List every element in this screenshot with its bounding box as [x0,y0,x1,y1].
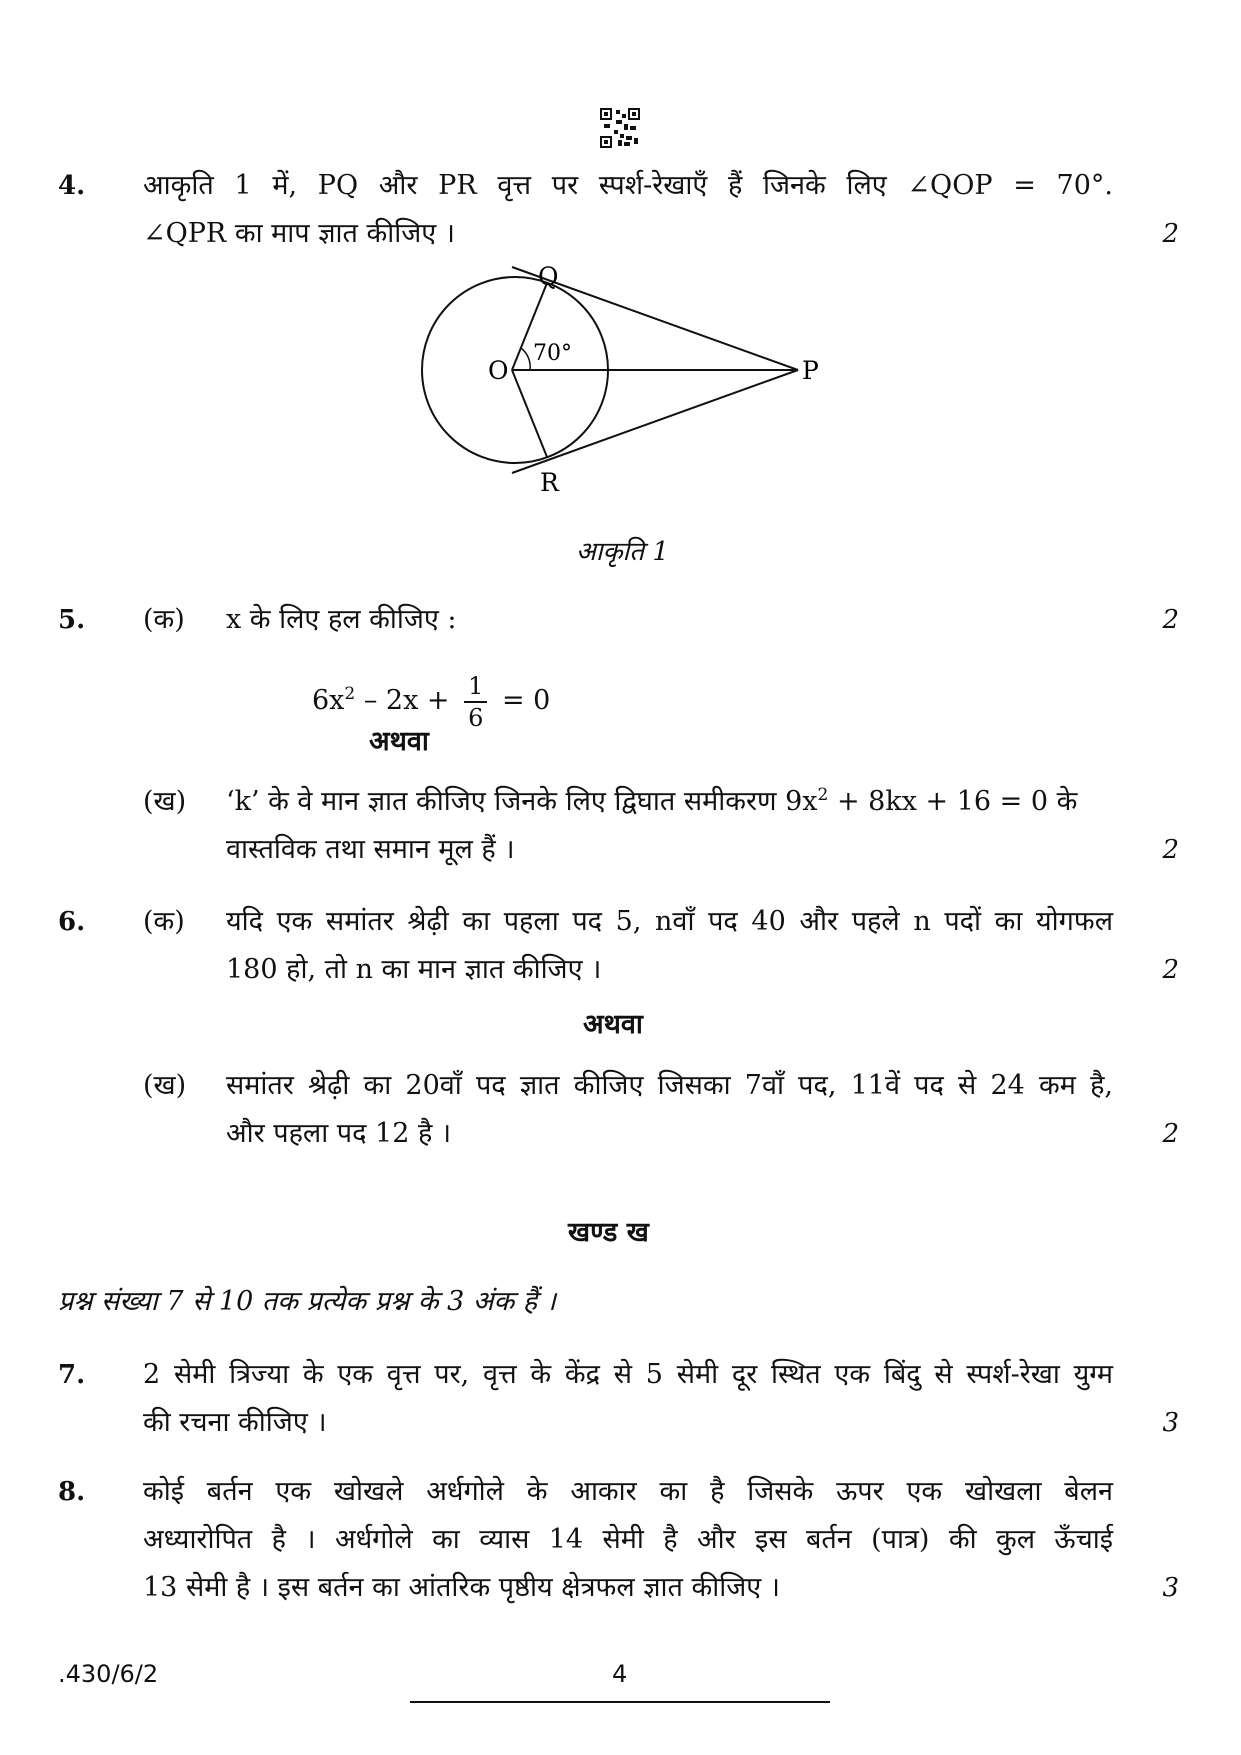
figure-caption: आकृति 1 [576,537,669,567]
question-text: आकृति 1 में, PQ और PR वृत्त पर स्पर्श-रेखाएँ हैं जिनके लिए ∠QOP = 70°. [143,170,1113,201]
tangent-figure [400,248,840,508]
qr-code-icon [600,108,640,148]
question-text: और पहला पद 12 है । [226,1118,452,1149]
option-label: (क) [143,906,185,937]
question-number: 4. [58,171,86,201]
footer-rule [410,1701,830,1703]
question-text: 13 सेमी है । इस बर्तन का आंतरिक पृष्ठीय क्षेत्रफल ज्ञात कीजिए । [143,1572,780,1603]
question-text: की रचना कीजिए । [143,1407,327,1438]
marks: 3 [1162,1573,1179,1603]
question-text: x के लिए हल कीजिए : [226,604,457,635]
question-number: 8. [58,1477,86,1507]
question-text: यदि एक समांतर श्रेढ़ी का पहला पद 5, nवाँ पद 40 और पहले n पदों का योगफल [226,906,1113,937]
label-q: Q [538,262,559,291]
radius-or [512,370,547,457]
equation: $6x^2 - 2x$ + $\frac{1}{6}$ = 0 [312,671,551,732]
label-p: P [802,356,819,385]
fraction: $\frac{1}{6}$ [464,671,487,733]
question-text: 2 सेमी त्रिज्या के एक वृत्त पर, वृत्त के केंद्र से 5 सेमी दूर स्थित एक बिंदु से स्पर्श-रेखा युग्म [143,1359,1113,1390]
label-o: O [488,356,509,385]
question-text: 180 हो, तो n का मान ज्ञात कीजिए । [226,954,602,985]
question-text: अध्यारोपित है । अर्धगोले का व्यास 14 सेमी है और इस बर्तन (पात्र) की कुल ऊँचाई [143,1524,1113,1555]
option-label: (क) [143,604,185,635]
option-label: (ख) [143,786,187,817]
question-text: कोई बर्तन एक खोखले अर्धगोले के आकार का है जिसके ऊपर एक खोखला बेलन [143,1476,1113,1507]
or-divider: अथवा [369,726,429,757]
page-number: 4 [612,1660,628,1688]
marks: 2 [1162,955,1179,985]
tangent-pr [512,370,798,473]
marks: 2 [1162,835,1179,865]
question-text: वास्तविक तथा समान मूल हैं । [226,834,515,865]
or-divider: अथवा [583,1009,643,1040]
question-number: 6. [58,907,86,937]
paper-code: .430/6/2 [58,1660,159,1688]
question-number: 7. [58,1360,86,1390]
angle-label: 70° [533,341,572,366]
section-instruction: प्रश्न संख्या 7 से 10 तक प्रत्येक प्रश्न के 3 अंक हैं । [58,1286,556,1317]
section-title: खण्ड ख [568,1217,649,1248]
marks: 2 [1162,605,1179,635]
question-text: समांतर श्रेढ़ी का 20वाँ पद ज्ञात कीजिए जिसका 7वाँ पद, 11वें पद से 24 कम है, [226,1070,1113,1101]
angle-arc [521,348,530,370]
label-r: R [540,468,559,497]
question-text: ‘k’ के वे मान ज्ञात कीजिए जिनके लिए द्विघात समीकरण $9x^2 + 8kx + 16 = 0$ के [226,785,1078,817]
question-number: 5. [58,605,86,635]
question-text: ∠QPR का माप ज्ञात कीजिए । [143,218,455,249]
marks: 2 [1162,219,1179,249]
marks: 2 [1162,1119,1179,1149]
option-label: (ख) [143,1070,187,1101]
marks: 3 [1162,1408,1179,1438]
